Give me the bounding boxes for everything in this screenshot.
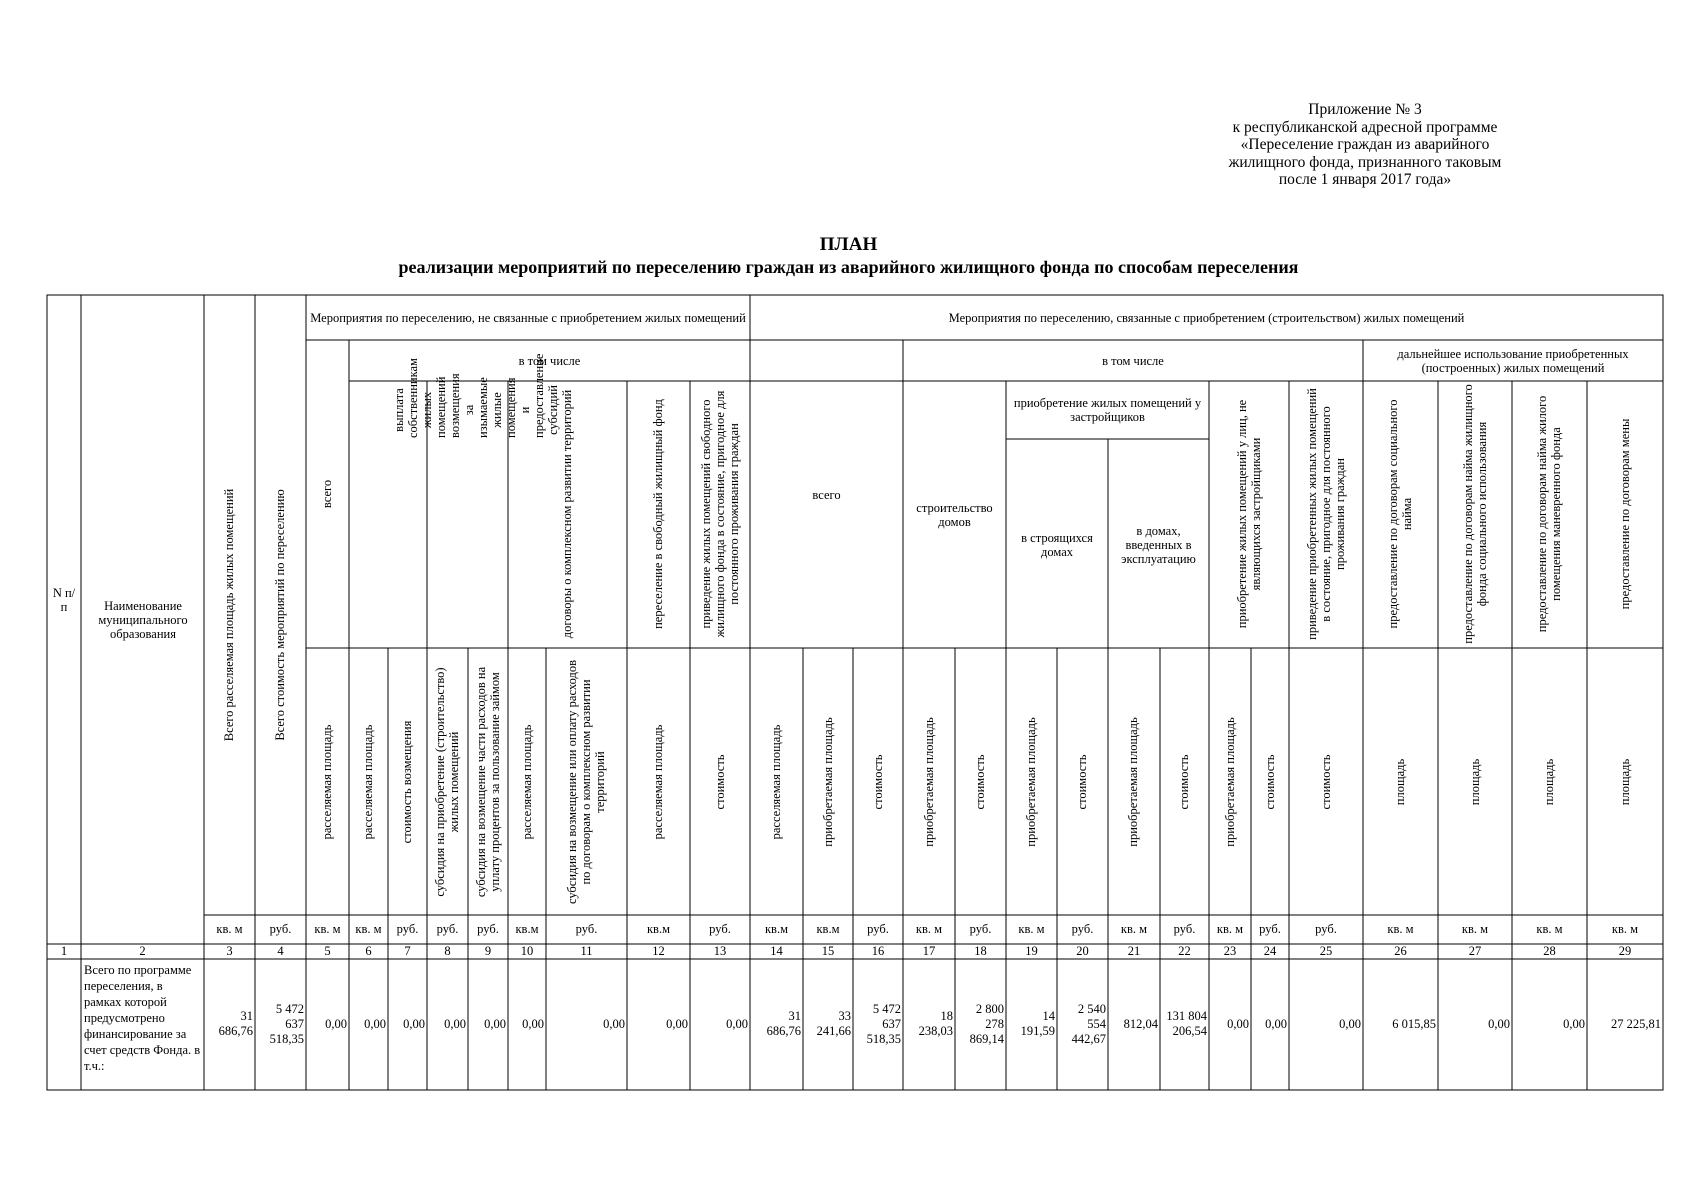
table-cell: 5 472 637 518,35	[269, 1001, 304, 1046]
sub-header-c6: расселяемая площадь	[361, 724, 375, 840]
header-total-area: Всего расселяемая площадь жилых помещений	[222, 488, 236, 742]
sub-header-c20: стоимость	[1075, 754, 1089, 810]
appendix-line: Приложение № 3	[1308, 101, 1422, 118]
unit-label: руб.	[1071, 922, 1094, 936]
sub-header-c16: стоимость	[871, 754, 885, 810]
unit-label: кв. м	[1387, 922, 1414, 936]
column-number: 17	[922, 944, 936, 958]
header-a-bring: приведение жилых помещений свободного жилищного фонда в состояние, пригодное для постоянного проживания граждан	[699, 390, 741, 638]
sub-header-c13: стоимость	[713, 754, 727, 810]
table-cell: 0,00	[444, 1016, 466, 1031]
header-b-social: предоставление по договорам социального найма	[1386, 399, 1414, 629]
table-cell: 27 225,81	[1611, 1016, 1661, 1031]
header-b-further: дальнейшее использование приобретенных (построенных) жилых помещений	[1397, 346, 1629, 375]
column-number: 4	[277, 944, 284, 958]
unit-label: кв.м	[816, 922, 840, 936]
header-a-incl: в том числе	[518, 353, 581, 368]
table-cell: 33 241,66	[816, 1009, 851, 1038]
table-cell: 6 015,85	[1392, 1016, 1436, 1031]
unit-label: руб.	[575, 922, 598, 936]
sub-header-c25: стоимость	[1319, 754, 1333, 810]
table-cell: 0,00	[1227, 1016, 1249, 1031]
document-title: ПЛАН	[819, 234, 878, 255]
table-cell: 0,00	[603, 1016, 625, 1031]
header-b-dev: приобретение жилых помещений у застройщиков	[1013, 396, 1202, 424]
unit-label: кв. м	[314, 922, 341, 936]
column-number: 10	[520, 944, 534, 958]
column-number: 11	[580, 944, 593, 958]
unit-label: кв. м	[1120, 922, 1148, 936]
header-total-cost: Всего стоимость мероприятий по переселению	[273, 489, 287, 741]
column-number: 2	[139, 944, 146, 958]
unit-label: кв. м	[1536, 922, 1563, 936]
column-number: 13	[713, 944, 727, 958]
column-number: 18	[974, 944, 987, 958]
unit-label: кв. м	[915, 922, 943, 936]
column-number: 22	[1178, 944, 1191, 958]
sub-header-c28: площадь	[1542, 758, 1556, 806]
document-subtitle: реализации мероприятий по переселению граждан из аварийного жилищного фонда по способам переселения	[398, 257, 1299, 277]
appendix-line: после 1 января 2017 года»	[1278, 171, 1452, 188]
sub-header-c10: расселяемая площадь	[520, 724, 534, 840]
sub-header-c21: приобретаемая площадь	[1126, 717, 1140, 847]
sub-header-c5: расселяемая площадь	[320, 724, 334, 840]
sub-header-c11: субсидия на возмещение или оплату расходов по договорам о комплексном развитии территорий	[565, 659, 607, 905]
header-a-all: всего	[320, 479, 334, 509]
unit-label: кв.м	[515, 922, 539, 936]
table-cell: 812,04	[1123, 1016, 1158, 1031]
unit-label: кв. м	[1018, 922, 1045, 936]
sub-header-c19: приобретаемая площадь	[1024, 717, 1038, 847]
sub-header-c29: площадь	[1618, 758, 1632, 806]
header-b-dev-commissioned: в домах, введенных в эксплуатацию	[1121, 524, 1196, 566]
header-b-incl: в том числе	[1102, 353, 1164, 368]
header-a-free: переселение в свободный жилищный фонд	[651, 399, 665, 629]
sub-header-c14: расселяемая площадь	[769, 724, 783, 840]
column-number: 12	[652, 944, 665, 958]
header-b-bring: приведение приобретенных жилых помещений в состояние, пригодное для постоянного проживания граждан	[1305, 388, 1347, 640]
unit-label: руб.	[709, 922, 731, 936]
unit-label: руб.	[969, 922, 992, 936]
column-number: 21	[1127, 944, 1141, 958]
unit-label: кв. м	[216, 922, 243, 936]
appendix-line: к республиканской адресной программе	[1232, 118, 1498, 136]
unit-label: кв. м	[1461, 922, 1489, 936]
table-cell: 31 686,76	[218, 1009, 253, 1038]
unit-label: кв. м	[1611, 922, 1639, 936]
unit-label: руб.	[477, 922, 499, 936]
header-b-build: строительство домов	[916, 501, 993, 529]
appendix-line: жилищного фонда, признанного таковым	[1228, 153, 1502, 171]
header-b-maneuver: предоставление по договорам найма жилого помещения маневренного фонда	[1535, 395, 1563, 633]
column-number: 16	[871, 944, 885, 958]
header-group-a: Мероприятия по переселению, не связанные с приобретением жилых помещений	[310, 311, 746, 325]
table-cell: 14 191,59	[1020, 1009, 1055, 1038]
table-cell: 0,00	[522, 1016, 544, 1031]
header-b-exchange: предоставление по договорам мены	[1618, 418, 1632, 610]
column-number: 19	[1025, 944, 1038, 958]
table-cell: 0,00	[1488, 1016, 1510, 1031]
column-number: 1	[60, 944, 68, 958]
sub-header-c26: площадь	[1393, 758, 1407, 806]
header-b-social-use: предоставление по договорам найма жилищного фонда социального использования	[1461, 384, 1489, 644]
table-cell: 0,00	[403, 1016, 425, 1031]
sub-header-c7: стоимость возмещения	[400, 720, 414, 844]
table-cell: 0,00	[1265, 1016, 1287, 1031]
column-number: 29	[1618, 944, 1632, 958]
column-number: 9	[484, 944, 492, 958]
sub-header-c18: стоимость	[973, 754, 987, 810]
column-number: 14	[770, 944, 783, 958]
column-number: 27	[1468, 944, 1482, 958]
sub-header-c12: расселяемая площадь	[651, 724, 665, 840]
sub-header-c27: площадь	[1468, 758, 1482, 806]
column-number: 20	[1076, 944, 1089, 958]
table-cell: 5 472 637 518,35	[866, 1001, 901, 1046]
unit-label: кв.м	[646, 922, 670, 936]
table-cell: 31 686,76	[766, 1009, 801, 1038]
table-cell: 131 804 206,54	[1166, 1009, 1207, 1038]
header-b-all: всего	[812, 488, 841, 502]
row-label-total: Всего по программе переселения, в рамках которой предусмотрено финансирование за счет средств Фонда. в т.ч.:	[84, 963, 201, 1073]
header-name: Наименование муниципального образования	[98, 599, 188, 641]
column-number: 15	[821, 944, 835, 958]
unit-label: руб.	[269, 922, 292, 936]
unit-label: руб.	[1259, 922, 1281, 936]
unit-label: руб.	[1173, 922, 1196, 936]
column-number: 23	[1223, 944, 1237, 958]
sub-header-c9: субсидия на возмещение части расходов на уплату процентов за пользование займом	[474, 666, 502, 898]
header-a-complex: договоры о комплексном развитии территорий	[560, 389, 574, 639]
unit-label: руб.	[1315, 922, 1337, 936]
column-number: 28	[1543, 944, 1556, 958]
column-number: 25	[1319, 944, 1333, 958]
table-cell: 0,00	[666, 1016, 688, 1031]
table-cell: 2 800 278 869,14	[969, 1001, 1004, 1046]
column-number: 24	[1263, 944, 1277, 958]
column-number: 5	[324, 944, 331, 958]
header-n: N п/п	[52, 586, 76, 614]
sub-header-c22: стоимость	[1177, 754, 1191, 810]
column-number: 3	[226, 944, 233, 958]
sub-header-c23: приобретаемая площадь	[1223, 717, 1237, 847]
column-number: 7	[404, 944, 411, 958]
header-a-payout: выплата собственникам жилых помещений возмещения за изымаемые жилые помещения и предоставление субсидий	[392, 353, 560, 438]
table-cell: 0,00	[364, 1016, 386, 1031]
sub-header-c24: стоимость	[1263, 754, 1277, 810]
table-cell: 0,00	[484, 1016, 506, 1031]
header-group-b: Мероприятия по переселению, связанные с приобретением (строительством) жилых помещений	[948, 311, 1465, 325]
column-number: 6	[365, 944, 372, 958]
appendix-line: «Переселение граждан из аварийного	[1240, 136, 1490, 153]
column-number: 26	[1394, 944, 1407, 958]
unit-label: кв. м	[355, 922, 382, 936]
table-cell: 2 540 554 442,67	[1071, 1001, 1106, 1046]
unit-label: руб.	[867, 922, 889, 936]
unit-label: кв.м	[764, 922, 788, 936]
column-number: 8	[444, 944, 451, 958]
sub-header-c15: приобретаемая площадь	[821, 717, 835, 847]
sub-header-c17: приобретаемая площадь	[922, 717, 936, 847]
table-cell: 0,00	[1563, 1016, 1585, 1031]
table-cell: 0,00	[726, 1016, 748, 1031]
sub-header-c8: субсидия на приобретение (строительство) жилых помещений	[433, 667, 461, 897]
table-cell: 0,00	[1339, 1016, 1361, 1031]
header-b-nondev: приобретение жилых помещений у лиц, не являющихся застройщиками	[1235, 399, 1263, 629]
unit-label: руб.	[396, 922, 419, 936]
header-b-dev-building: в строящихся домах	[1021, 531, 1093, 559]
table-cell: 18 238,03	[918, 1009, 953, 1038]
unit-label: кв. м	[1216, 922, 1244, 936]
table-cell: 0,00	[325, 1016, 347, 1031]
unit-label: руб.	[436, 922, 459, 936]
